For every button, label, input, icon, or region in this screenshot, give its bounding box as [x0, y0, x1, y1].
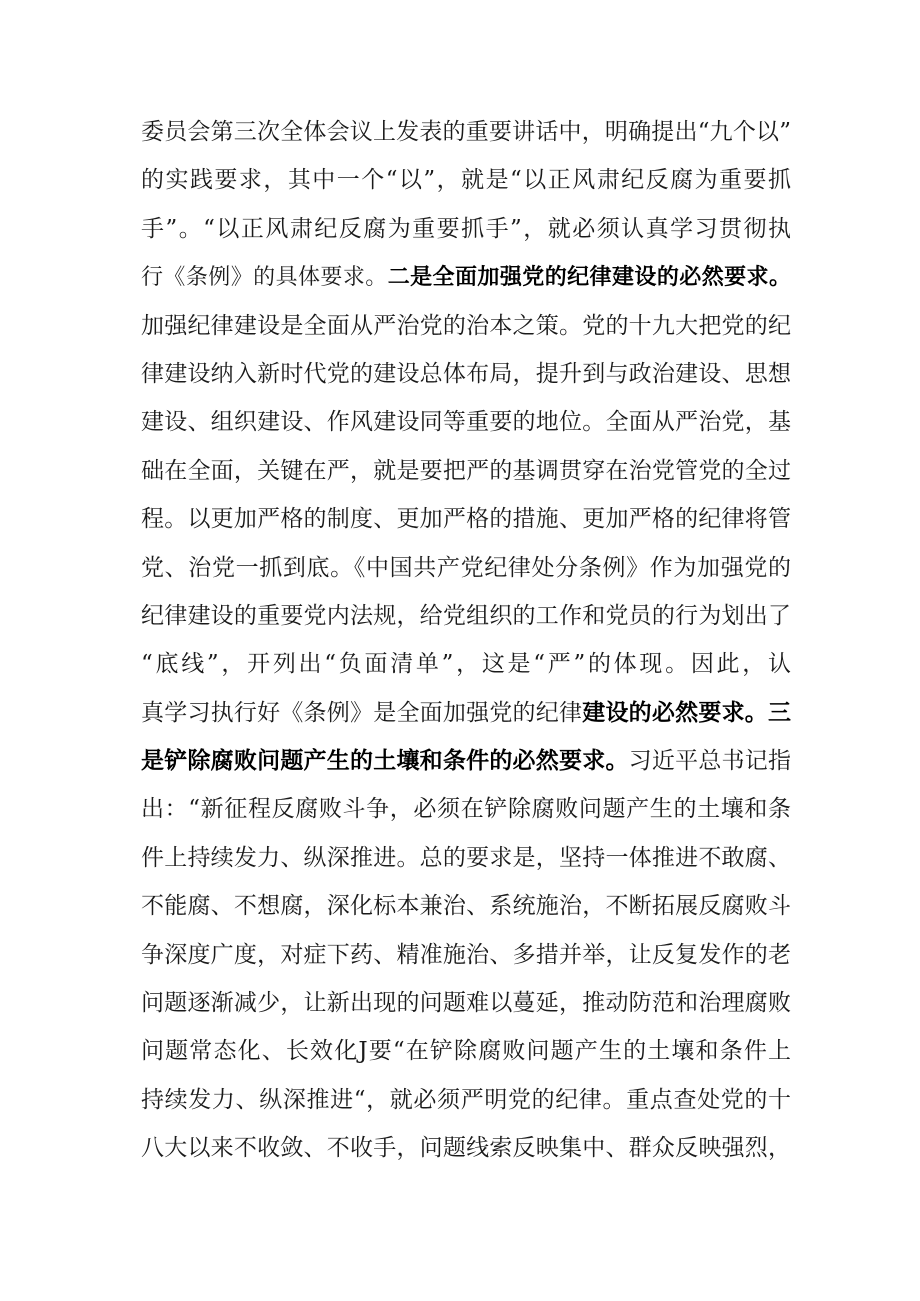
text-line: [141, 1124, 791, 1172]
text-line: [141, 979, 791, 1027]
text-run: 程。以更加严格的制度、更加严格的措施、更加严格的纪律将管: [141, 506, 791, 533]
text-run: 件上持续发力、纵深推进。总的要求是，坚持一体推进不敢腐、: [141, 844, 791, 871]
text-run: 持续发力、纵深推进“，就必须严明党的纪律。重点查处党的十: [141, 1086, 791, 1113]
text-run: 委员会第三次全体会议上发表的重要讲话中，明确提出“九个以”: [141, 119, 791, 145]
text-run: 纪律建设的重要党内法规，给党组织的工作和党员的行为划出了: [141, 602, 791, 629]
text-line: [141, 640, 791, 688]
body-text: [141, 108, 791, 1173]
text-line: [141, 156, 791, 204]
text-run: 础在全面，关键在严，就是要把严的基调贯穿在治党管党的全过: [141, 457, 791, 484]
text-run: 习近平总书记指: [628, 748, 792, 775]
text-run: 律建设纳入新时代党的建设总体布局，提升到与政治建设、思想: [141, 360, 791, 387]
bold-text-run: 二是全面加强党的纪律建设的必然要求。: [387, 264, 791, 291]
text-run: 加强纪律建设是全面从严治党的治本之策。党的十九大把党的纪: [141, 312, 791, 339]
text-line: [141, 205, 791, 253]
bold-text-run: 是铲除腐败问题产生的土壤和条件的必然要求。: [141, 747, 629, 775]
text-line: [141, 931, 791, 979]
text-run: 问题常态化、长效化J要“在铲除腐败问题产生的土壤和条件上: [141, 1038, 791, 1065]
text-run: 行《条例》的具体要求。: [141, 265, 388, 291]
text-line: [141, 447, 791, 495]
text-line: [141, 785, 791, 833]
text-line: [141, 398, 791, 446]
text-run: 建设、组织建设、作风建设同等重要的地位。全面从严治党，基: [141, 409, 791, 436]
text-line: [141, 302, 791, 350]
text-run: 党、治党一抓到底。《中国共产党纪律处分条例》作为加强党的: [141, 554, 791, 581]
text-line: [141, 689, 791, 737]
text-run: 手”。“以正风肃纪反腐为重要抓手”，就必须认真学习贯彻执: [141, 215, 791, 242]
text-line: [141, 108, 791, 156]
text-run: “底线”，开列出“负面清单”，这是“严”的体现。因此，认: [141, 651, 791, 678]
text-line: [141, 350, 791, 398]
text-line: [141, 495, 791, 543]
text-line: [141, 544, 791, 592]
text-run: 不能腐、不想腐，深化标本兼治、系统施治，不断拓展反腐败斗: [141, 893, 791, 920]
text-line: [141, 834, 791, 882]
text-line: [141, 882, 791, 930]
text-line: [141, 592, 791, 640]
bold-text-run: 建设的必然要求。三: [582, 698, 792, 726]
text-run: 争深度广度，对症下药、精准施治、多措并举，让反复发作的老: [141, 941, 791, 968]
text-line: [141, 1027, 791, 1075]
text-run: 八大以来不收敛、不收手，问题线索反映集中、群众反映强烈，: [141, 1135, 791, 1162]
text-line: [141, 737, 791, 785]
text-run: 真学习执行好《条例》是全面加强党的纪律: [141, 699, 583, 726]
text-line: [141, 1076, 791, 1124]
text-run: 的实践要求，其中一个“以”，就是“以正风肃纪反腐为重要抓: [141, 167, 791, 194]
text-run: 问题逐渐减少，让新出现的问题难以蔓延，推动防范和治理腐败: [141, 990, 791, 1017]
text-line: [141, 253, 791, 301]
text-run: 出：“新征程反腐败斗争，必须在铲除腐败问题产生的土壤和条: [141, 796, 791, 823]
